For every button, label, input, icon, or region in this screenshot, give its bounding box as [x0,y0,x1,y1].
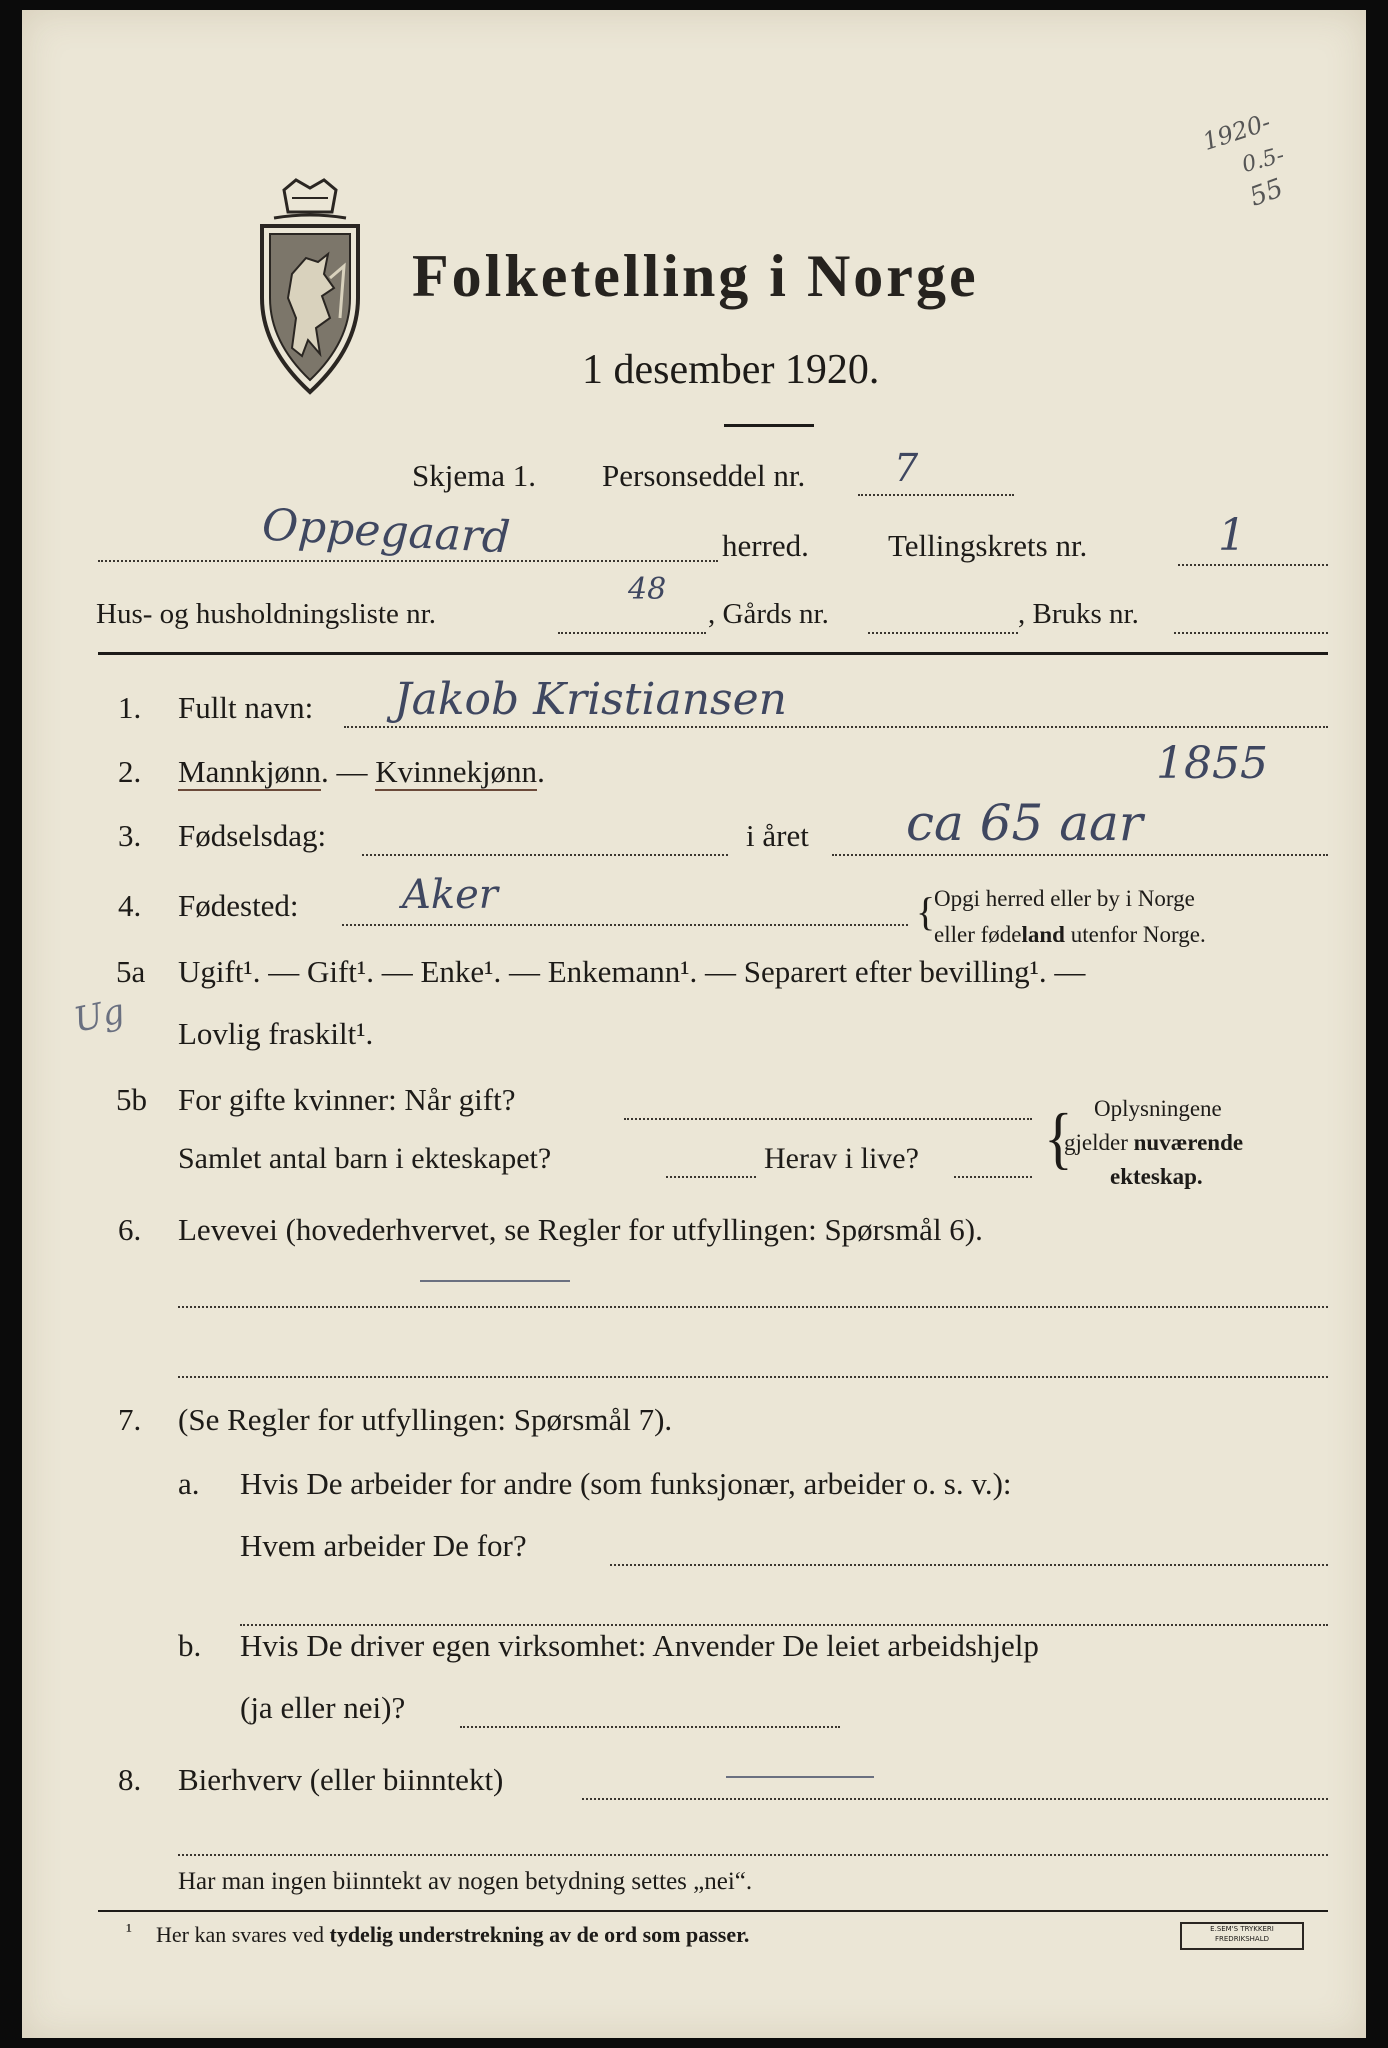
margin-note: 1920- [1199,107,1274,157]
q7b-label: Hvis De driver egen virksomhet: Anvender De leiet arbeidshjelp [240,1628,1039,1663]
husliste-value: 48 [628,572,667,607]
gards-label: , Gårds nr. [708,598,829,630]
q7a-line-2 [240,1624,1328,1626]
q7a-line-1 [610,1564,1328,1566]
census-date: 1 desember 1920. [582,347,880,393]
q2-female-label: Kvinnekjønn [375,754,538,789]
q4-brace: { [916,889,936,934]
footnote-bold: tydelig understrekning av de ord som passer. [329,1922,750,1947]
q2-year-note: 1855 [1156,738,1268,789]
q5b-married-line [624,1118,1032,1120]
husliste-line [558,632,706,634]
tellingskrets-label: Tellingskrets nr. [888,528,1088,563]
q3-label: Fødselsdag: [178,818,327,853]
q5a-number: 5a [116,954,146,989]
q7b-line [460,1726,840,1728]
q6-pencil-dash [420,1280,570,1282]
q5b-line1: For gifte kvinner: Når gift? [178,1082,516,1117]
q3-day-line [362,854,728,856]
gards-line [868,632,1018,634]
q5b-note-line2 [1064,1130,1243,1156]
q4-note-part: eller føde [934,922,1022,947]
q5b-number: 5b [116,1082,147,1117]
q8-line-2 [178,1854,1328,1856]
q3-value: ca 65 aar [906,794,1143,852]
q8-line-1 [582,1798,1328,1800]
footnote-text: Her kan svares ved [156,1922,330,1947]
q5b-brace: { [1044,1100,1073,1176]
q4-note-part: utenfor Norge. [1064,922,1206,947]
bruks-line [1174,632,1328,634]
q1-value: Jakob Kristiansen [394,674,788,725]
q7a-letter: a. [178,1466,200,1501]
printer-name: E.SEM'S TRYKKERI [1210,1925,1274,1933]
q2-end: . [537,754,545,789]
form-title: Folketelling i Norge [412,243,979,309]
q2-sep: . — [320,754,368,789]
q2-male-label: Mannkjønn [178,754,321,789]
q6-number: 6. [118,1212,142,1247]
q8-number: 8. [118,1762,142,1797]
q4-note-line2 [934,922,1206,948]
q5b-line2a: Samlet antal barn i ekteskapet? [178,1142,552,1175]
q6-line-1 [178,1306,1328,1308]
q4-number: 4. [118,888,142,923]
footnote [156,1922,749,1948]
q4-value: Aker [402,872,498,918]
q4-note-bold: land [1021,922,1065,947]
q3-year-line [832,854,1328,856]
q3-number: 3. [118,818,142,853]
q1-line [344,726,1328,728]
census-form [22,10,1366,2038]
q5b-line2b: Herav i live? [764,1142,919,1175]
q4-note-line1: Opgi herred eller by i Norge [934,886,1195,911]
q7-label: (Se Regler for utfyllingen: Spørsmål 7). [178,1402,673,1437]
q7-number: 7. [118,1402,142,1437]
q7b-question: (ja eller nei)? [240,1690,406,1725]
personseddel-value: 7 [894,446,919,490]
q1-number: 1. [118,690,142,725]
q4-line [342,924,908,926]
q5b-note-line1: Oplysningene [1094,1096,1222,1121]
herred-label: herred. [722,528,809,563]
q5a-margin-note: Ug [70,991,129,1041]
q8-label: Bierhverv (eller biinntekt) [178,1762,504,1797]
q6-line-2 [178,1376,1328,1378]
herred-line [98,560,718,562]
q7a-question: Hvem arbeider De for? [240,1528,527,1563]
q5b-children-line [666,1176,756,1178]
husliste-label: Hus- og husholdningsliste nr. [96,598,436,630]
q3-year-label: i året [746,818,809,853]
printer-city: FREDRIKSHALD [1214,1935,1269,1943]
herred-value: Oppegaard [260,499,512,564]
q5b-note-bold: nuværende [1133,1130,1244,1155]
header-divider [98,652,1328,655]
norwegian-coat-of-arms-icon [244,178,376,400]
title-divider [724,424,814,427]
q6-label: Levevei (hovederhvervet, se Regler for utfyllingen: Spørsmål 6). [178,1212,983,1247]
tellingskrets-value: 1 [1218,510,1246,561]
q2-number: 2. [118,754,142,789]
margin-note: 55 [1245,173,1288,213]
footer-note: Har man ingen biinntekt av nogen betydning settes „nei“. [178,1868,753,1895]
q2-male-option [178,754,545,790]
q7b-letter: b. [178,1628,202,1663]
footer-divider [98,1910,1328,1912]
schema-label: Skjema 1. [412,458,536,493]
q5a-options-cont: Lovlig fraskilt¹. [178,1016,374,1051]
personseddel-line [858,494,1014,496]
q4-label: Fødested: [178,888,299,923]
tellingskrets-line [1178,564,1328,566]
q5a-options: Ugift¹. — Gift¹. — Enke¹. — Enkemann¹. — Separert efter bevilling¹. — [178,954,1086,989]
q8-pencil-dash [726,1776,874,1778]
footnote-mark: ¹ [126,1920,132,1942]
q5b-note-line3: ekteskap. [1110,1164,1203,1189]
bruks-label: , Bruks nr. [1018,598,1139,630]
margin-note: 0.5- [1239,142,1287,179]
printer-stamp [1180,1922,1304,1950]
q1-label: Fullt navn: [178,690,314,725]
q5b-note-part: gjelder [1064,1130,1134,1155]
q5b-alive-line [954,1176,1032,1178]
personseddel-label: Personseddel nr. [602,458,806,493]
q7a-label: Hvis De arbeider for andre (som funksjonær, arbeider o. s. v.): [240,1466,1012,1501]
